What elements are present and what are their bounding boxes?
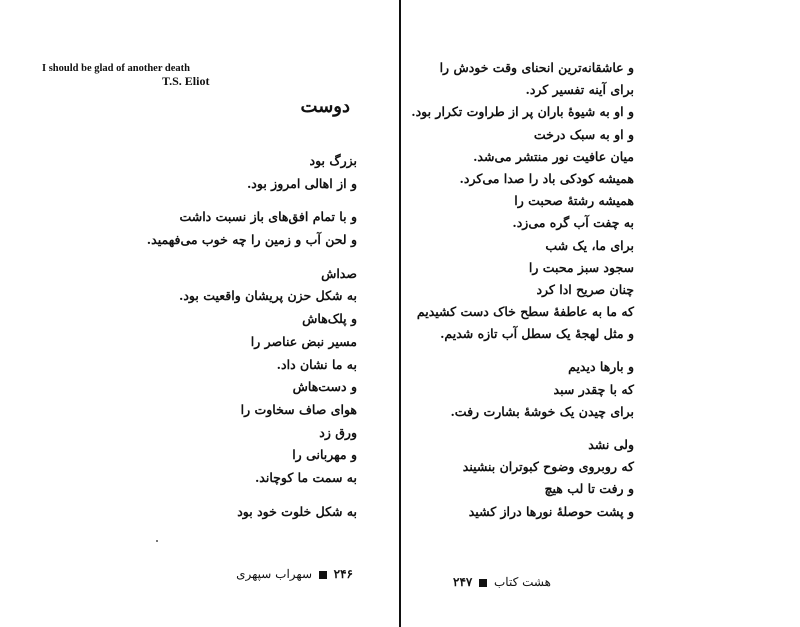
verse-line: برای ما، یک شب xyxy=(545,237,634,253)
poem-text xyxy=(147,150,357,523)
verse-line: میان عافیت نور منتشر می‌شد. xyxy=(473,148,634,164)
epigraph-quote: I should be glad of another death xyxy=(42,63,191,74)
verse-line: ورق زد xyxy=(319,424,357,440)
stanza-break xyxy=(411,345,634,356)
verse-line: و پشت حوصلهٔ نورها دراز کشید xyxy=(468,503,634,519)
verse-line: و مثل لهجهٔ یک سطل آب تازه شدیم. xyxy=(440,326,634,342)
verse-line: و رفت تا لب هیچ xyxy=(544,481,634,497)
epigraph-author: T.S. Eliot xyxy=(162,74,210,88)
verse-line: و از اهالی امروز بود. xyxy=(246,175,357,191)
verse-line: سجود سبز محبت را xyxy=(528,259,634,275)
epigraph xyxy=(42,63,209,87)
verse-line: مسیر نبض عناصر را xyxy=(250,333,357,349)
verse-line: به شکل خلوت خود بود xyxy=(237,503,357,519)
verse-line: به ما نشان داد. xyxy=(276,356,357,372)
verse-line: و او به شیوهٔ باران پر از طراوت تکرار بود. xyxy=(411,104,634,120)
verse-line: و عاشقانه‌ترین انحنای وقت خودش را xyxy=(439,60,634,75)
verse-line: برای آینه تفسیر کرد. xyxy=(525,82,634,98)
verse-line: که با چقدر سبد xyxy=(553,381,634,397)
verse-line: و پلک‌هاش xyxy=(302,311,357,327)
page-number: ۲۴۶ xyxy=(333,567,353,581)
page-number: ۲۴۷ xyxy=(453,575,473,589)
book-title: هشت کتاب xyxy=(494,575,551,589)
verse-line: هوای صاف سخاوت را xyxy=(240,401,357,417)
verse-line: و او به سبک درخت xyxy=(533,126,634,142)
stanza-break xyxy=(147,490,357,501)
square-bullet-icon xyxy=(319,571,327,579)
stanza-break xyxy=(147,195,357,206)
verse-line: چنان صریح ادا کرد xyxy=(536,281,634,297)
verse-line: ولی نشد xyxy=(588,437,634,452)
poem-title: دوست xyxy=(300,96,350,117)
verse-line: که روبروی وضوح کبوتران بنشیند xyxy=(462,459,634,475)
stanza-break xyxy=(147,252,357,263)
print-speck xyxy=(156,540,158,542)
verse-line: به چفت آب گره می‌زد. xyxy=(512,215,634,231)
poem-text xyxy=(411,57,634,523)
verse-line: صداش xyxy=(321,265,357,281)
verse-line: همیشه کودکی باد را صدا می‌کرد. xyxy=(459,170,634,186)
right-page xyxy=(403,0,800,627)
verse-line: و با تمام افق‌های باز نسبت داشت xyxy=(179,209,357,225)
stanza-break xyxy=(411,423,634,434)
verse-line: که ما به عاطفهٔ سطح خاک دست کشیدیم xyxy=(416,304,634,320)
page-footer xyxy=(453,575,551,589)
verse-line: برای چیدن یک خوشهٔ بشارت رفت. xyxy=(450,403,634,419)
verse-line: بزرگ بود xyxy=(309,153,357,168)
verse-line: به شکل حزن پریشان واقعیت بود. xyxy=(179,288,357,304)
verse-line: و بارها دیدیم xyxy=(568,359,634,375)
verse-line: به سمت ما کوچاند. xyxy=(254,469,357,485)
page-footer xyxy=(236,567,353,581)
verse-line: همیشه رشتهٔ صحبت را xyxy=(514,193,634,209)
left-page xyxy=(0,0,397,627)
verse-line: و دست‌هاش xyxy=(292,379,357,395)
author-name: سهراب سپهری xyxy=(236,567,312,581)
verse-line: و لحن آب و زمین را چه خوب می‌فهمید. xyxy=(146,232,357,248)
verse-line: و مهربانی را xyxy=(292,447,357,463)
square-bullet-icon xyxy=(479,579,487,587)
